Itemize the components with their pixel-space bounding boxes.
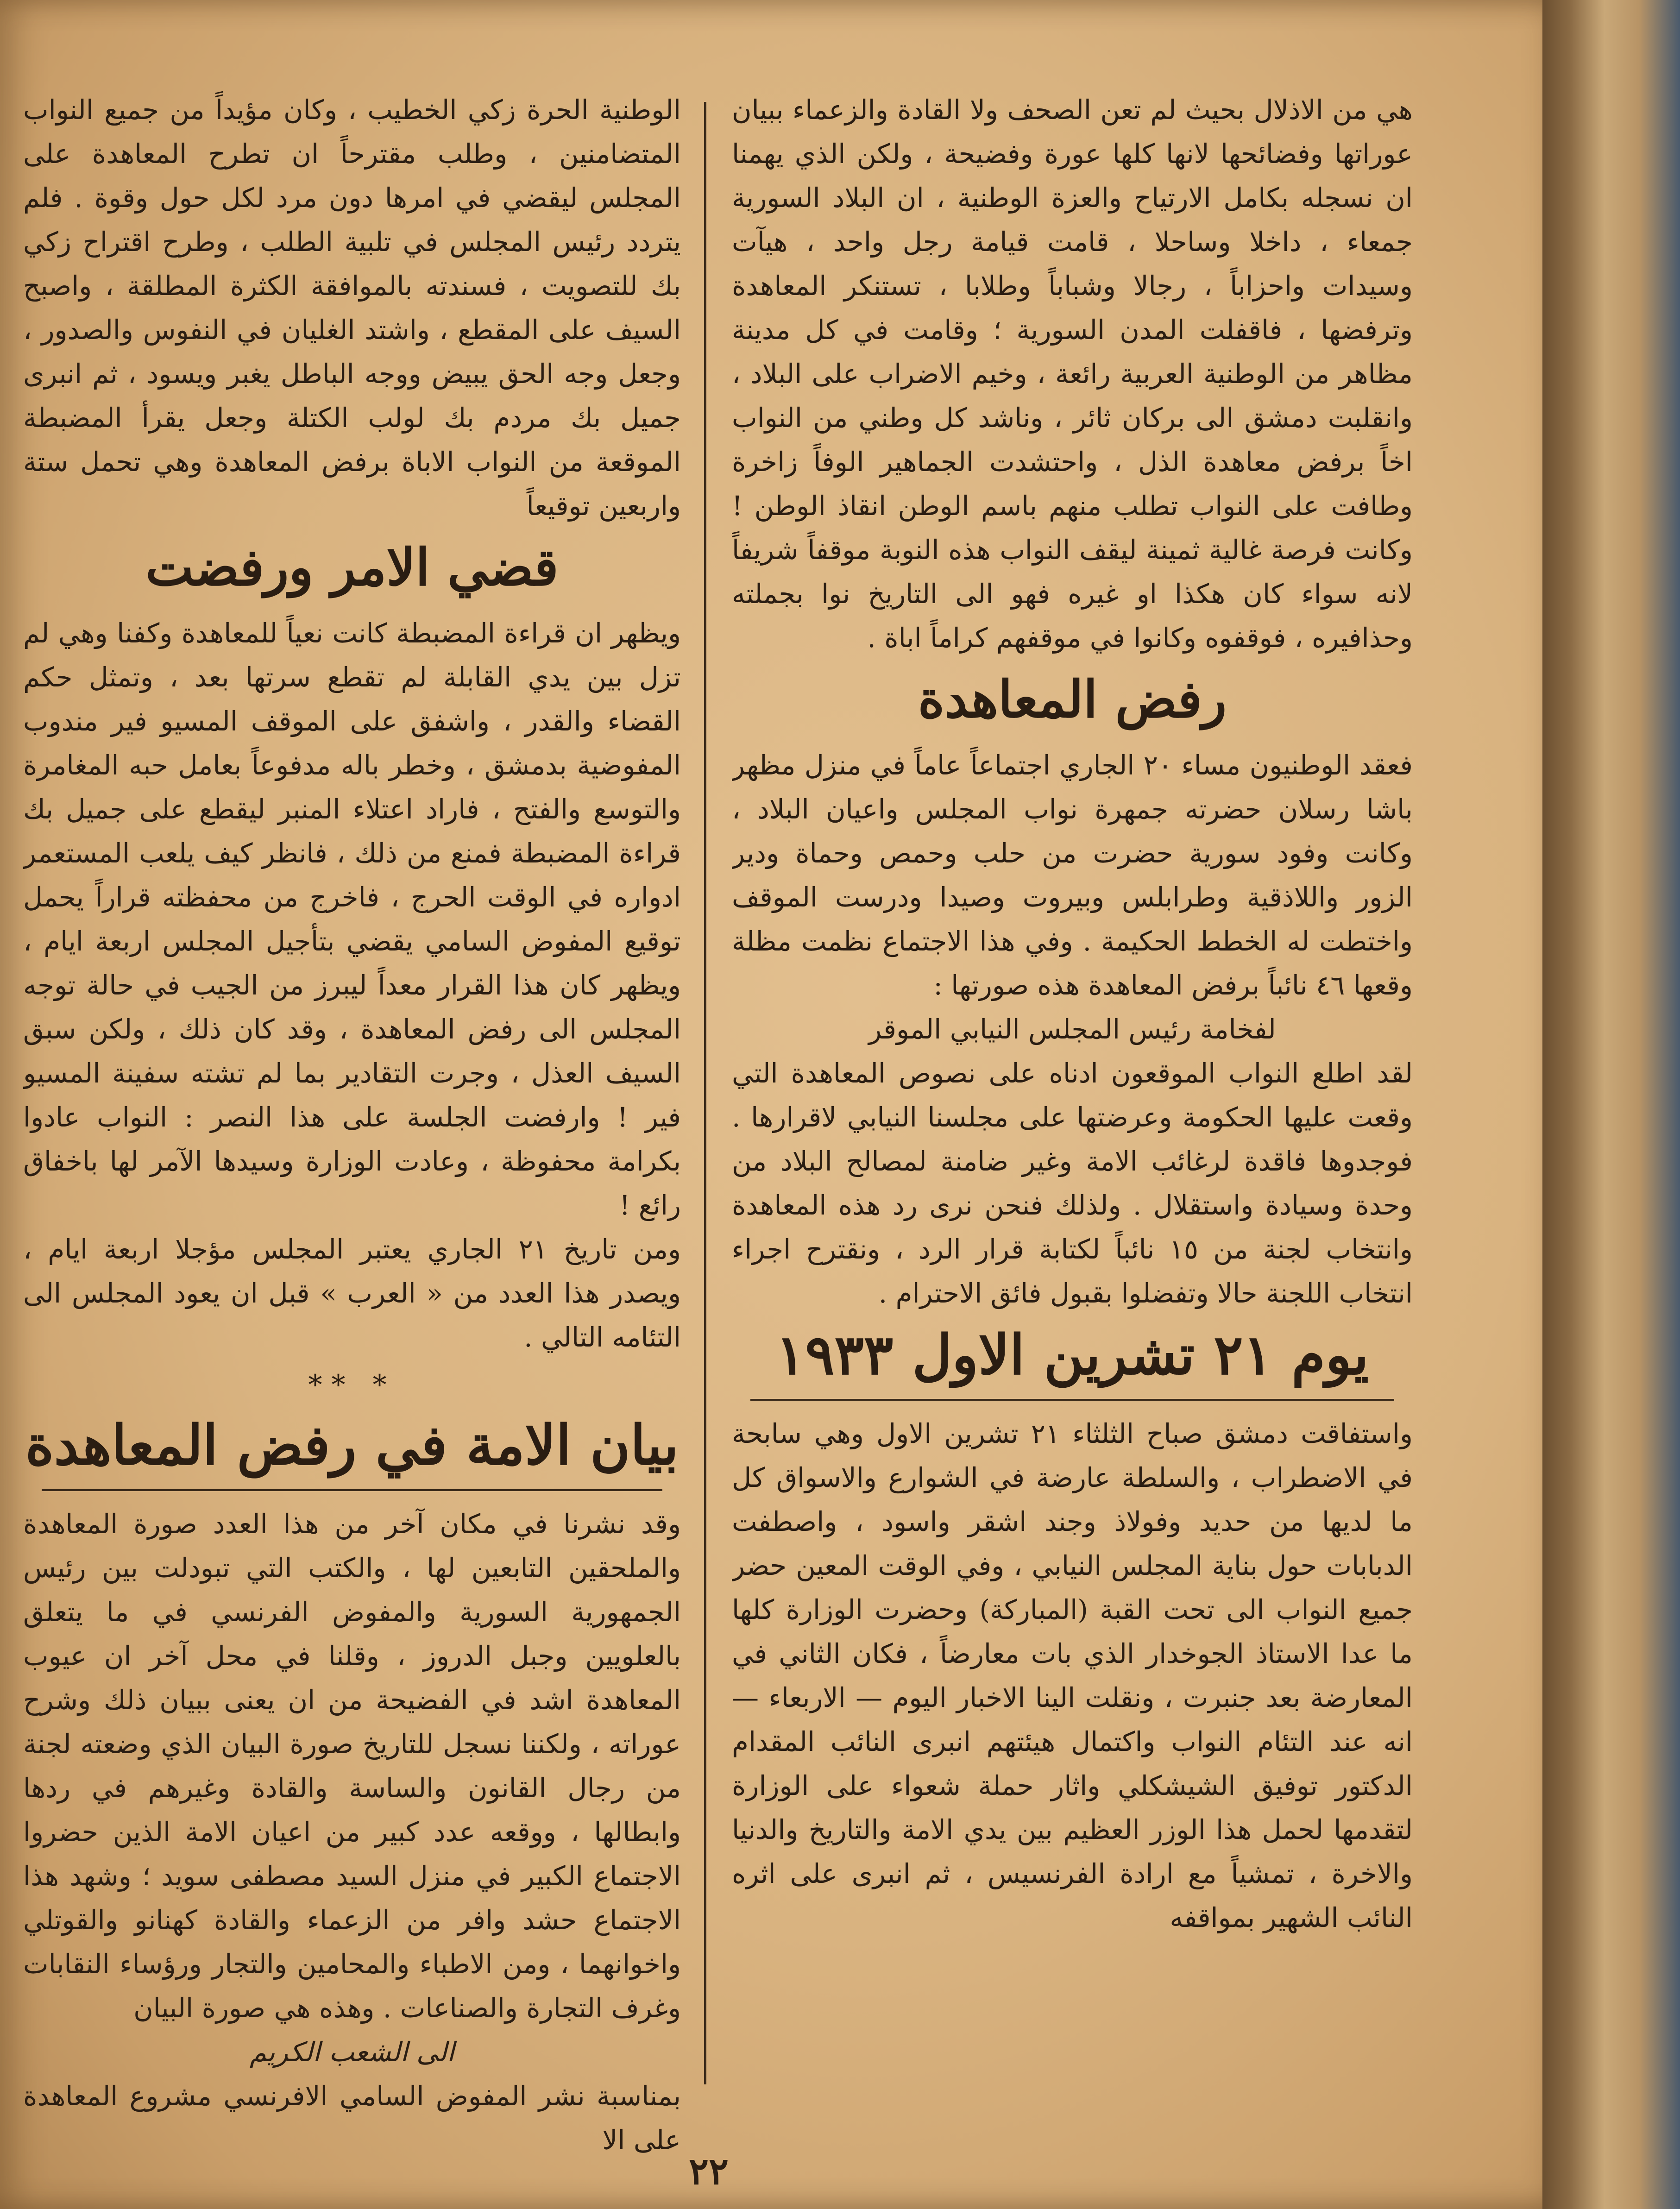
headline-october-21: يوم ٢١ تشرين الاول ١٩٣٣ [775,1322,1369,1387]
right-intro-paragraph: هي من الاذلال بحيث لم تعن الصحف ولا القادة والزعماء ببيان عوراتها وفضائحها لانها كلها عورة وفضيحة ، ولكن الذي يهمنا ان نسجله بكامل الارتياح والعزة الوطنية ، ان البلاد السورية جمعاء ، داخلا وساحلا ، قامت قيامة رجل واحد ، هيآت وسيدات واحزاباً ، رجالا وشباباً وطلابا ، تستنكر المعاهدة وترفضها ، فاقفلت المدن السورية ؛ وقامت في كل مدينة مظاهر من الوطنية العربية رائعة ، وخيم الاضراب على البلاد ، وانقلبت دمشق الى بركان ثائر ، وناشد كل وطني من النواب اخاً برفض معاهدة الذل ، واحتشدت الجماهير الوفاً زاخرة وطافت على النواب تطلب منهم باسم الوطن انقاذ الوطن ! وكانت فرصة غالية ثمينة ليقف النواب هذه النوبة موقفاً شريفاً لانه سواء كان هكذا او غيره فهو الى التاريخ نوا بجملته وحذافيره ، فوقفوه وكانوا في موقفهم كراماً اباة . [732,94,1413,654]
right-section-1-paragraph: فعقد الوطنيون مساء ٢٠ الجاري اجتماعاً عاماً في منزل مظهر باشا رسلان حضرته جمهرة نواب المجلس واعيان البلاد ، وكانت وفود سورية حضرت من حلب وحمص وحماة ودير الزور واللاذقية وطرابلس وبيروت وصيدا ودرست الموقف واختطت له الخطط الحكيمة . وفي هذا الاجتماع نظمت مظلة وقعها ٤٦ نائباً برفض المعاهدة هذه صورتها : [732,749,1413,1001]
headline-rule-left [42,1489,662,1491]
headline-treaty-rejection: رفض المعاهدة [918,669,1227,729]
closing-line: بمناسبة نشر المفوض السامي الافرنسي مشروع المعاهدة على الا [23,2080,681,2156]
left-intro-paragraph: الوطنية الحرة زكي الخطيب ، وكان مؤيداً من جميع النواب المتضامنين ، وطلب مقترحاً ان تطرح المعاهدة على المجلس ليقضي في امرها دون مرد لكل حول وقوة . فلم يتردد رئيس المجلس في تلبية الطلب ، وطرح اقتراح زكي بك للتصويت ، فسندته بالموافقة الكثرة المطلقة ، واصبح السيف على المقطع ، واشتد الغليان في النفوس والصدور ، وجعل وجه الحق يبيض ووجه الباطل يغبر ويسود ، ثم انبرى جميل بك مردم بك لولب الكتلة وجعل يقرأ المضبطة الموقعة من النواب الاباة برفض المعاهدة وهي تحمل ستة واربعين توقيعاً [23,94,681,522]
right-column [732,88,1413,2200]
section-separator: * ** [308,1369,396,1401]
left-section-1-paragraph-1: ويظهر ان قراءة المضبطة كانت نعياً للمعاهدة وكفنا وهي لم تزل بين يدي القابلة لم تقطع سرتها بعد ، وتمثل حكم القضاء والقدر ، واشفق على الموقف المسيو فير مندوب المفوضية بدمشق ، وخطر باله مدفوعاً بعامل حبه المغامرة والتوسع والفتح ، فاراد اعتلاء المنبر ليقطع على جميل بك قراءة المضبطة فمنع من ذلك ، فانظر كيف يلعب المستعمر ادواره في الوقت الحرج ، فاخرج من محفظته قراراً يحمل توقيع المفوض السامي يقضي بتأجيل المجلس اربعة ايام ، ويظهر كان هذا القرار معداً ليبرز من الجيب في حالة توجه المجلس الى رفض المعاهدة ، وقد كان ذلك ، ولكن سبق السيف العذل ، وجرت التقادير بما لم تشته سفينة المسيو فير ! وارفضت الجلسة على هذا النصر : النواب عادوا بكرامة محفوظة ، وعادت الوزارة وسيدها الآمر لها باخفاق رائع ! [23,617,681,1221]
petition-text: لقد اطلع النواب الموقعون ادناه على نصوص المعاهدة التي وقعت عليها الحكومة وعرضتها على مجلسنا النيابي لاقرارها . فوجدوها فاقدة لرغائب الامة وغير ضامنة لمصالح البلاد من وحدة وسيادة واستقلال . ولذلك فنحن نرى رد هذه المعاهدة وانتخاب لجنة من ١٥ نائباً لكتابة قرار الرد ، ونقترح اجراء انتخاب اللجنة حالا وتفضلوا بقبول فائق الاحترام . [732,1057,1413,1309]
left-section-2-paragraph: وقد نشرنا في مكان آخر من هذا العدد صورة المعاهدة والملحقين التابعين لها ، والكتب التي تبودلت بين رئيس الجمهورية السورية والمفوض الفرنسي في ما يتعلق بالعلويين وجبل الدروز ، وقلنا في محل آخر ان عيوب المعاهدة اشد في الفضيحة من ان يعنى ببيان ذلك وشرح عوراته ، ولكننا نسجل للتاريخ صورة البيان الذي وضعته لجنة من رجال القانون والساسة والقادة وغيرهم في ردها وابطالها ، ووقعه عدد كبير من اعيان الامة الذين حضروا الاجتماع الكبير في منزل السيد مصطفى سويد ؛ وشهد هذا الاجتماع حشد وافر من الزعماء والقادة كهنانو والقوتلي واخوانهما ، ومن الاطباء والمحامين والتجار ورؤساء النقابات وغرف التجارة والصناعات . وهذه هي صورة البيان [23,1508,681,2024]
right-section-2-paragraph: واستفاقت دمشق صباح الثلثاء ٢١ تشرين الاول وهي سابحة في الاضطراب ، والسلطة عارضة في الشوارع والاسواق كل ما لديها من حديد وفولاذ وجند اشقر واسود ، واصطفت الدبابات حول بناية المجلس النيابي ، وفي الوقت المعين حضر جميع النواب الى تحت القبة (المباركة) وحضرت الوزارة كلها ما عدا الاستاذ الجوخدار الذي بات معارضاً ، فكان الثاني في المعارضة بعد جنبرت ، ونقلت الينا الاخبار اليوم — الاربعاء — انه عند التئام النواب واكتمال هيئتهم انبرى النائب المقدام الدكتور توفيق الشيشكلي واثار حملة شعواء على الوزارة لتقدمها لحمل هذا الوزر العظيم بين يدي الامة والتاريخ والدنيا والاخرة ، تمشياً مع ارادة الفرنسيس ، ثم انبرى على اثره النائب الشهير بمواقفه [732,1418,1413,1933]
headline-rule [750,1399,1394,1401]
book-page-edges [1542,0,1680,2209]
page-number: ٢٢ [689,2149,729,2193]
left-column [23,88,681,2200]
column-divider [704,102,706,2084]
addressee-people: الى الشعب الكريم [249,2036,455,2068]
addressee-council-president: لفخامة رئيس المجلس النيابي الموقر [868,1013,1276,1045]
headline-matter-decided: قضي الامر ورفضت [145,537,559,597]
left-section-1-paragraph-2: ومن تاريخ ٢١ الجاري يعتبر المجلس مؤجلا اربعة ايام ، ويصدر هذا العدد من « العرب » قبل ان يعود المجلس الى التئامه التالي . [23,1234,681,1353]
headline-nation-statement: بيان الامة في رفض المعاهدة [25,1413,679,1477]
